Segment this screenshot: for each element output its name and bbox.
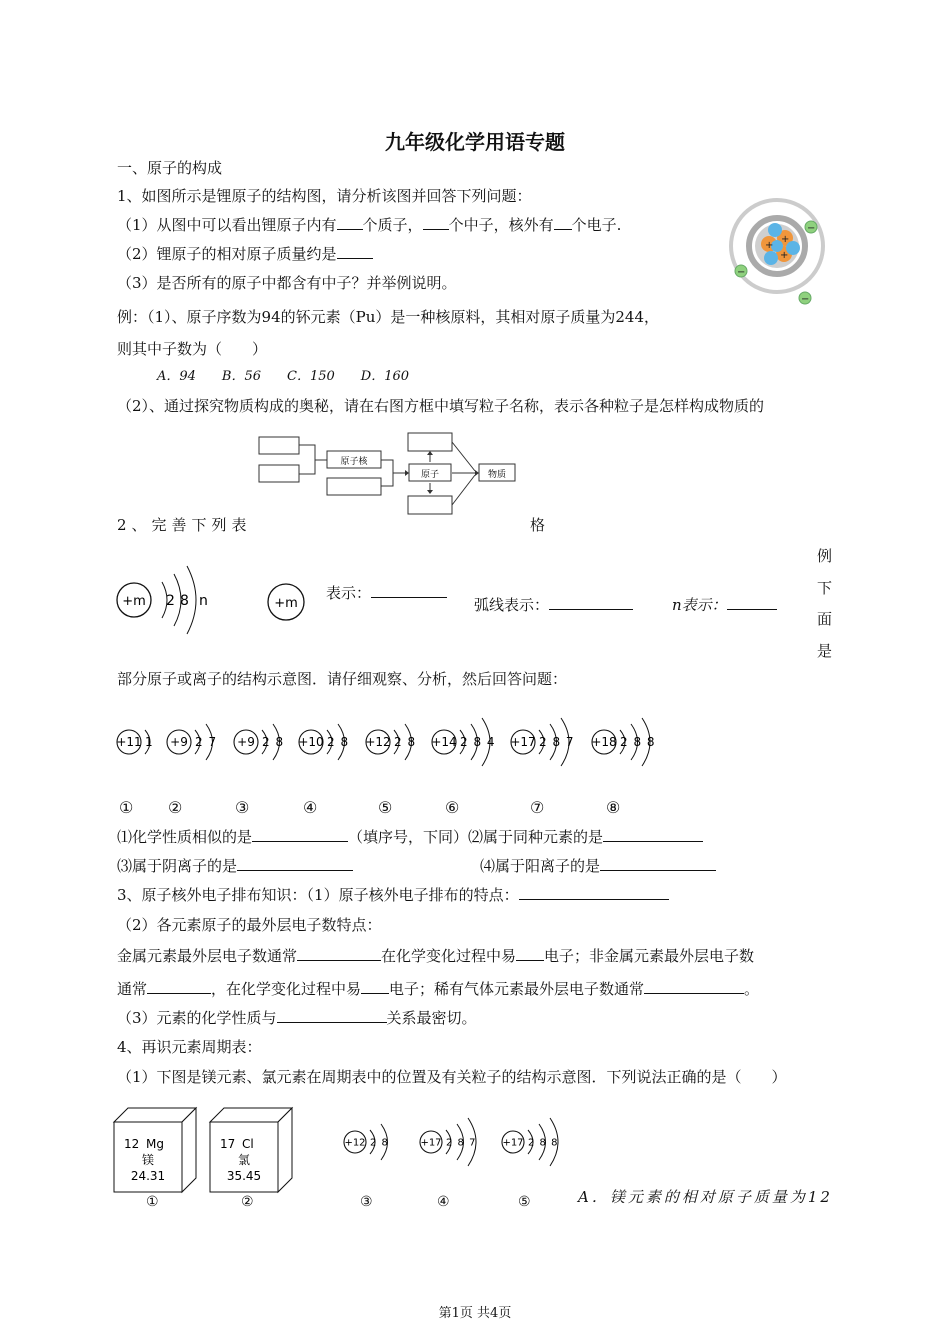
blank-protons[interactable] (337, 215, 363, 230)
box-blank-1[interactable] (259, 437, 299, 454)
q4-number: ③ (360, 1194, 373, 1210)
nucleus-charge: +11 (116, 735, 142, 750)
q3-part3: （3）元素的化学性质与 关系最密切。 (117, 1009, 477, 1027)
blank-similar[interactable] (252, 827, 348, 842)
atom-structure-7 (509, 700, 589, 788)
svg-text:12: 12 (124, 1137, 140, 1151)
svg-text:35.45: 35.45 (226, 1169, 262, 1183)
svg-text:−: − (801, 294, 810, 305)
shell-electrons: 1 (145, 735, 154, 750)
example-2: （2）、通过探究物质构成的奥秘，请在右图方框中填写粒子名称，表示各种粒子是怎样构成物质的 (117, 397, 765, 415)
blank-nonmetal-count[interactable] (147, 979, 211, 994)
label-nucleus: 原子核 (340, 457, 368, 467)
svg-text:24.31: 24.31 (130, 1169, 166, 1183)
ion-structure-1 (342, 1100, 422, 1188)
blank-relative-mass[interactable] (337, 244, 373, 259)
lithium-atom-illustration (715, 192, 835, 310)
atom-structure-6 (430, 700, 510, 788)
generic-atom-structure (110, 560, 220, 642)
box-blank-4[interactable] (408, 433, 452, 451)
nucleus-charge: +12 (365, 735, 391, 750)
blank-cation[interactable] (600, 856, 716, 871)
shell-electrons: 2 8 (327, 735, 350, 750)
svg-text:2: 2 (166, 593, 175, 609)
blank-repr-nucleus[interactable] (371, 583, 447, 598)
shell-electrons: 2 8 4 (460, 735, 496, 750)
page-footer: 第1页 共4页 (438, 1306, 512, 1321)
structure-numbers (0, 798, 950, 820)
nucleus-charge: +17 (502, 1137, 524, 1149)
blank-nonmetal-tendency[interactable] (361, 979, 389, 994)
blank-repr-n[interactable] (727, 595, 777, 610)
q4-stem: 4、再识元素周期表： (117, 1038, 262, 1056)
blank-electrons[interactable] (554, 215, 572, 230)
q2-sub4: ⑷属于阳离子的是 (480, 855, 716, 877)
svg-text:+m: +m (122, 594, 146, 609)
atom-structure-8 (590, 700, 670, 788)
blank-metal-count[interactable] (297, 946, 381, 961)
shell-electrons: 2 8 (262, 735, 285, 750)
shell-electrons: 2 8 7 (446, 1137, 477, 1149)
shell-electrons: 2 7 (195, 735, 218, 750)
q4-number: ⑤ (518, 1194, 531, 1210)
nucleus-charge: +14 (431, 735, 457, 750)
shell-electrons: 2 8 8 (620, 735, 656, 750)
shell-electrons: 2 8 7 (539, 735, 575, 750)
shell-electrons: 2 8 (394, 735, 417, 750)
blank-metal-tendency[interactable] (516, 946, 544, 961)
svg-text:镁: 镁 (141, 1153, 155, 1167)
neutron (764, 251, 778, 265)
neutron (768, 223, 782, 237)
blank-repr-arc[interactable] (549, 595, 633, 610)
svg-text:17: 17 (220, 1137, 236, 1151)
nucleus-charge: +17 (420, 1137, 442, 1149)
label-atom: 原子 (420, 470, 440, 480)
svg-text:−: − (737, 267, 746, 278)
structure-number: ⑦ (530, 798, 545, 817)
example-1b: 则其中子数为（ ） (117, 340, 268, 358)
nucleus-charge: +18 (591, 735, 617, 750)
nucleus-charge: +10 (298, 735, 324, 750)
blank-anion[interactable] (237, 856, 353, 871)
q1-part1: （1）从图中可以看出锂原子内有 个质子， 个中子，核外有 个电子. (117, 216, 622, 234)
svg-text:Cl: Cl (242, 1137, 254, 1151)
box-blank-5[interactable] (408, 496, 452, 514)
q3-part2: （2）各元素原子的最外层电子数特点： (117, 916, 382, 934)
q2-description: 部分原子或离子的结构示意图．请仔细观察、分析，然后回答问题： (117, 670, 568, 688)
blank-noble-count[interactable] (644, 979, 744, 994)
nucleus-charge: +17 (510, 735, 536, 750)
svg-text:Mg: Mg (146, 1137, 164, 1151)
svg-text:8: 8 (180, 593, 189, 609)
repr-n: n表示： (672, 594, 777, 615)
structure-number: ② (168, 798, 183, 817)
shell-electrons: 2 8 8 (528, 1137, 559, 1149)
nucleus-charge: +12 (344, 1137, 366, 1149)
q2-ge: 格 (530, 516, 546, 534)
example-options: A．94 B．56 C．150 D．160 (157, 369, 410, 384)
ion-structures-row (0, 1100, 950, 1190)
q2-stem: 2、完善下列表 (117, 516, 252, 534)
blank-chem-property[interactable] (277, 1008, 387, 1023)
example-1: 例：（1）、原子序数为94的钚元素（Pu）是一种核原料，其相对原子质量为244， (117, 308, 660, 326)
structure-number: ③ (235, 798, 250, 817)
q4-number: ② (241, 1194, 254, 1210)
svg-text:+: + (765, 240, 774, 251)
matter-composition-diagram (255, 428, 525, 520)
q2-sub12: ⑴化学性质相似的是 （填序号，下同）⑵属于同种元素的是 (117, 826, 703, 848)
structure-number: ① (119, 798, 134, 817)
box-blank-2[interactable] (259, 465, 299, 482)
q2-sub3: ⑶属于阴离子的是 (117, 855, 353, 877)
svg-text:+: + (780, 250, 789, 261)
structure-number: ⑤ (378, 798, 393, 817)
q4-number: ④ (437, 1194, 450, 1210)
structure-number: ⑥ (445, 798, 460, 817)
q3-stem: 3、原子核外电子排布知识：（1）原子核外电子排布的特点： (117, 884, 669, 906)
label-matter: 物质 (487, 470, 507, 480)
atom-structures-row (0, 700, 950, 790)
q4-number: ① (146, 1194, 159, 1210)
shell-electrons: 2 8 (370, 1137, 389, 1149)
svg-text:氯: 氯 (237, 1153, 251, 1167)
svg-text:+: + (781, 234, 790, 245)
blank-neutrons[interactable] (423, 215, 449, 230)
q4-part1: （1）下图是镁元素、氯元素在周期表中的位置及有关粒子的结构示意图．下列说法正确的是（ ） (117, 1068, 787, 1086)
structure-number: ④ (303, 798, 318, 817)
nucleus-charge: +9 (237, 735, 255, 750)
ion-structure-2 (418, 1100, 498, 1188)
q4-option-a: A．镁元素的相对原子质量为12 (578, 1188, 833, 1206)
q3-line2: 通常 ，在化学变化过程中易 电子；稀有气体元素最外层电子数通常 。 (117, 980, 760, 998)
ion-structure-3 (500, 1100, 580, 1188)
repr-arc: 弧线表示： (474, 594, 633, 615)
repr-nucleus: 表示： (326, 582, 447, 603)
nucleus-charge: +9 (170, 735, 188, 750)
blank-same-element[interactable] (603, 827, 703, 842)
nucleus-symbol (262, 580, 312, 624)
blank-arrangement[interactable] (519, 885, 669, 900)
svg-text:−: − (807, 223, 816, 234)
svg-text:+m: +m (274, 596, 298, 611)
q1-part2: （2）锂原子的相对原子质量约是 (117, 243, 373, 265)
box-blank-3[interactable] (327, 478, 381, 495)
svg-text:n: n (199, 593, 208, 609)
structure-number: ⑧ (606, 798, 621, 817)
q1-stem: 1、如图所示是锂原子的结构图，请分析该图并回答下列问题： (117, 187, 532, 205)
page-title: 九年级化学用语专题 (385, 130, 565, 154)
section-heading: 一、原子的构成 (117, 159, 223, 177)
q3-line1: 金属元素最外层电子数通常 在化学变化过程中易 电子；非金属元素最外层电子数 (117, 947, 755, 965)
q1-part3: （3）是否所有的原子中都含有中子？并举例说明。 (117, 274, 457, 292)
